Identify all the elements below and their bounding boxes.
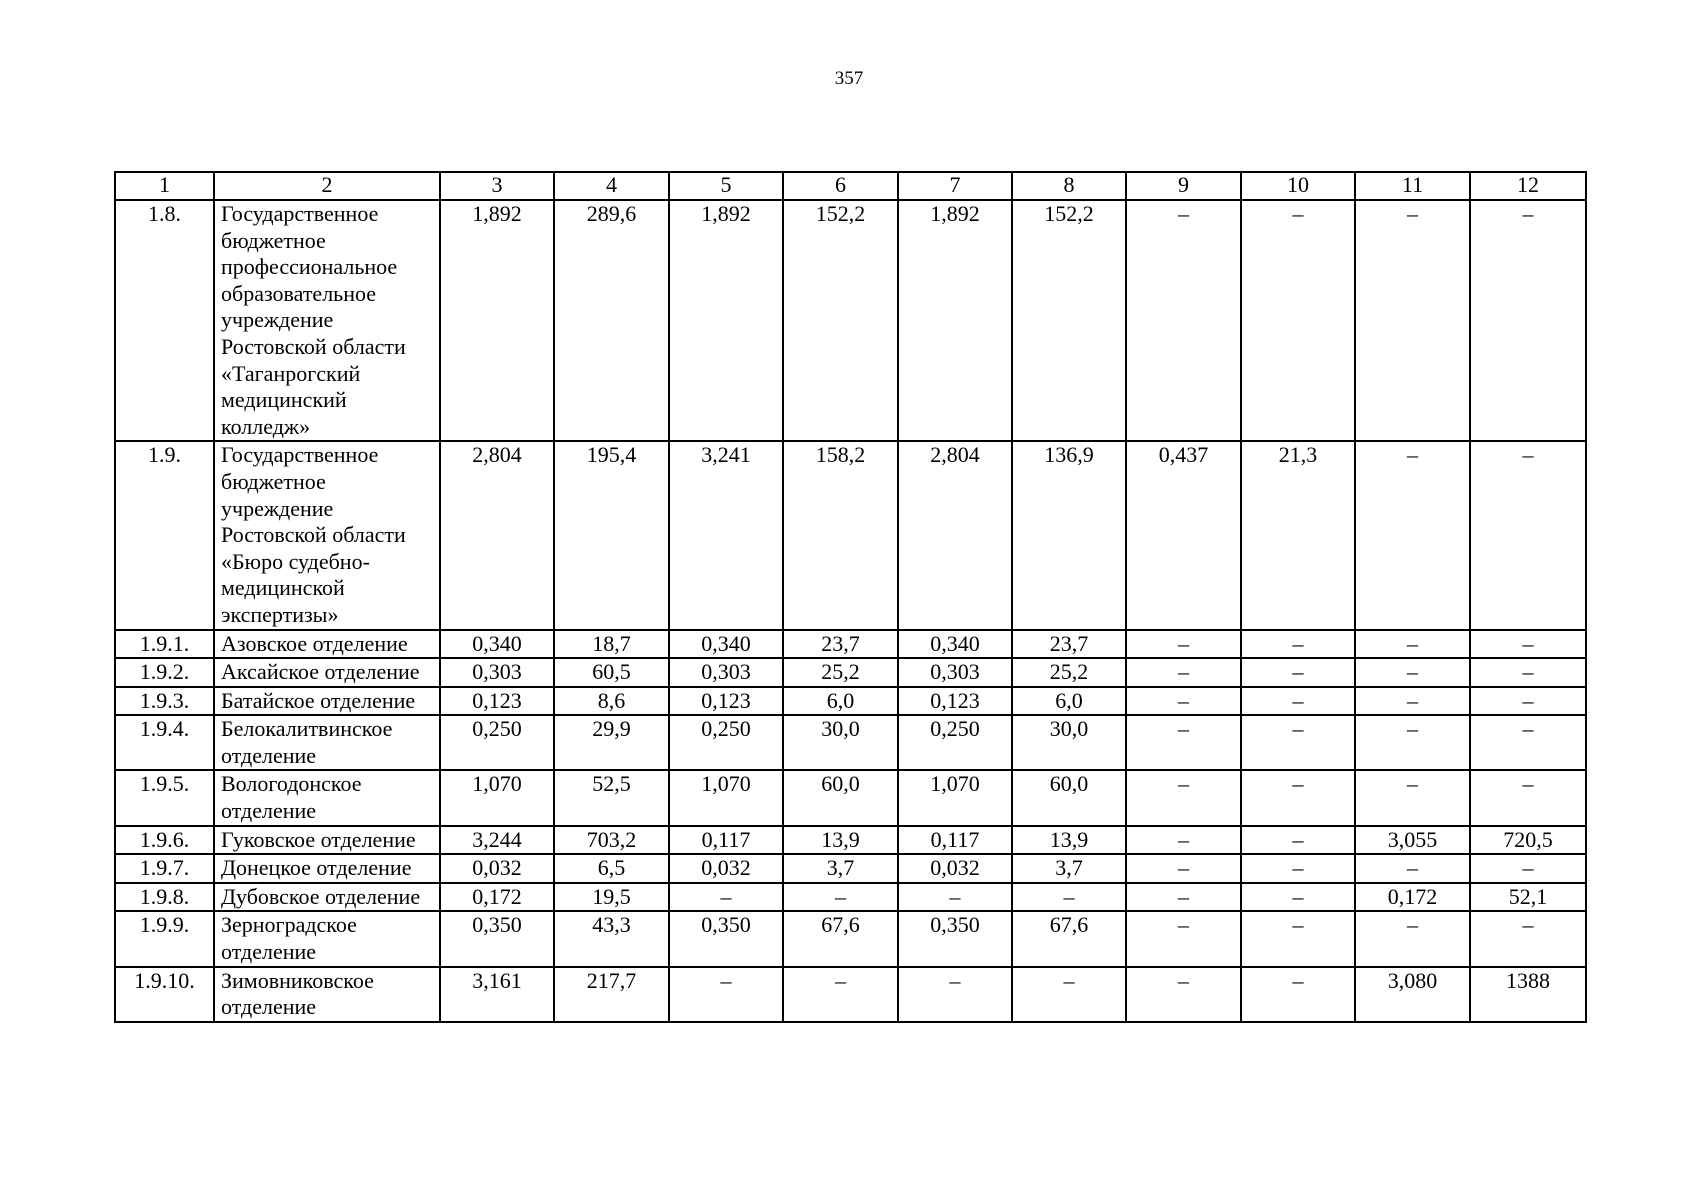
row-number-cell: 1.9.9. <box>115 911 214 966</box>
value-cell-col-11: – <box>1355 715 1470 770</box>
value-cell-col-3: 3,161 <box>440 967 554 1022</box>
table-row <box>115 630 1586 659</box>
value-cell-col-8: 30,0 <box>1012 715 1126 770</box>
institution-name-cell: Государственное бюджетное учреждение Ростовской области «Бюро судебно-медицинской экспертизы» <box>214 441 440 629</box>
table-row <box>115 441 1586 629</box>
value-cell-col-7: 1,070 <box>898 770 1012 825</box>
value-cell-col-3: 0,172 <box>440 883 554 912</box>
value-cell-col-8: 152,2 <box>1012 200 1126 441</box>
table-body <box>115 172 1586 1022</box>
value-cell-col-11: 3,055 <box>1355 826 1470 855</box>
value-cell-col-11: – <box>1355 630 1470 659</box>
value-cell-col-6: 158,2 <box>783 441 898 629</box>
institution-name-cell: Гуковское отделение <box>214 826 440 855</box>
institution-name-cell: Зерноградское отделение <box>214 911 440 966</box>
row-number-cell: 1.9.4. <box>115 715 214 770</box>
value-cell-col-12: – <box>1470 770 1586 825</box>
institution-name-cell: Вологодонское отделение <box>214 770 440 825</box>
value-cell-col-9: – <box>1126 967 1241 1022</box>
value-cell-col-8: – <box>1012 883 1126 912</box>
value-cell-col-6: 6,0 <box>783 687 898 716</box>
row-number-cell: 1.9.8. <box>115 883 214 912</box>
value-cell-col-4: 18,7 <box>554 630 669 659</box>
value-cell-col-4: 703,2 <box>554 826 669 855</box>
value-cell-col-4: 29,9 <box>554 715 669 770</box>
table-row <box>115 967 1586 1022</box>
value-cell-col-10: – <box>1241 854 1355 883</box>
value-cell-col-8: 23,7 <box>1012 630 1126 659</box>
institution-name-cell: Белокалитвинское отделение <box>214 715 440 770</box>
table-row <box>115 911 1586 966</box>
value-cell-col-9: – <box>1126 770 1241 825</box>
row-number-cell: 1.9.5. <box>115 770 214 825</box>
value-cell-col-10: – <box>1241 911 1355 966</box>
value-cell-col-9: – <box>1126 911 1241 966</box>
value-cell-col-5: 0,250 <box>669 715 783 770</box>
column-header: 9 <box>1126 172 1241 200</box>
value-cell-col-10: 21,3 <box>1241 441 1355 629</box>
value-cell-col-7: 0,250 <box>898 715 1012 770</box>
row-number-cell: 1.9.2. <box>115 658 214 687</box>
value-cell-col-4: 289,6 <box>554 200 669 441</box>
value-cell-col-11: 0,172 <box>1355 883 1470 912</box>
value-cell-col-10: – <box>1241 826 1355 855</box>
value-cell-col-5: 1,892 <box>669 200 783 441</box>
value-cell-col-10: – <box>1241 967 1355 1022</box>
value-cell-col-12: – <box>1470 687 1586 716</box>
row-number-cell: 1.8. <box>115 200 214 441</box>
value-cell-col-8: – <box>1012 967 1126 1022</box>
value-cell-col-7: 0,303 <box>898 658 1012 687</box>
value-cell-col-6: 152,2 <box>783 200 898 441</box>
value-cell-col-11: – <box>1355 441 1470 629</box>
column-header: 8 <box>1012 172 1126 200</box>
value-cell-col-8: 67,6 <box>1012 911 1126 966</box>
value-cell-col-8: 136,9 <box>1012 441 1126 629</box>
value-cell-col-3: 2,804 <box>440 441 554 629</box>
value-cell-col-11: – <box>1355 854 1470 883</box>
value-cell-col-5: 0,350 <box>669 911 783 966</box>
value-cell-col-3: 1,892 <box>440 200 554 441</box>
value-cell-col-7: – <box>898 883 1012 912</box>
value-cell-col-12: – <box>1470 658 1586 687</box>
column-header: 6 <box>783 172 898 200</box>
institution-name-cell: Батайское отделение <box>214 687 440 716</box>
value-cell-col-8: 25,2 <box>1012 658 1126 687</box>
value-cell-col-3: 0,032 <box>440 854 554 883</box>
value-cell-col-12: – <box>1470 630 1586 659</box>
value-cell-col-11: – <box>1355 911 1470 966</box>
value-cell-col-4: 195,4 <box>554 441 669 629</box>
row-number-cell: 1.9.1. <box>115 630 214 659</box>
data-table <box>114 171 1587 1023</box>
institution-name-cell: Азовское отделение <box>214 630 440 659</box>
value-cell-col-4: 60,5 <box>554 658 669 687</box>
column-header: 10 <box>1241 172 1355 200</box>
value-cell-col-9: – <box>1126 715 1241 770</box>
value-cell-col-6: 67,6 <box>783 911 898 966</box>
table-row <box>115 854 1586 883</box>
value-cell-col-3: 0,250 <box>440 715 554 770</box>
value-cell-col-7: 0,032 <box>898 854 1012 883</box>
value-cell-col-9: – <box>1126 883 1241 912</box>
column-header: 7 <box>898 172 1012 200</box>
table-row <box>115 687 1586 716</box>
value-cell-col-6: 23,7 <box>783 630 898 659</box>
value-cell-col-4: 6,5 <box>554 854 669 883</box>
value-cell-col-12: 52,1 <box>1470 883 1586 912</box>
value-cell-col-12: – <box>1470 441 1586 629</box>
value-cell-col-7: 0,340 <box>898 630 1012 659</box>
value-cell-col-7: 2,804 <box>898 441 1012 629</box>
value-cell-col-8: 3,7 <box>1012 854 1126 883</box>
value-cell-col-10: – <box>1241 770 1355 825</box>
value-cell-col-11: – <box>1355 687 1470 716</box>
row-number-cell: 1.9.3. <box>115 687 214 716</box>
value-cell-col-11: – <box>1355 658 1470 687</box>
value-cell-col-11: – <box>1355 770 1470 825</box>
value-cell-col-3: 0,123 <box>440 687 554 716</box>
row-number-cell: 1.9.6. <box>115 826 214 855</box>
value-cell-col-11: 3,080 <box>1355 967 1470 1022</box>
value-cell-col-9: – <box>1126 630 1241 659</box>
value-cell-col-8: 60,0 <box>1012 770 1126 825</box>
column-header: 3 <box>440 172 554 200</box>
institution-name-cell: Аксайское отделение <box>214 658 440 687</box>
value-cell-col-5: 0,303 <box>669 658 783 687</box>
row-number-cell: 1.9. <box>115 441 214 629</box>
value-cell-col-3: 0,340 <box>440 630 554 659</box>
row-number-cell: 1.9.7. <box>115 854 214 883</box>
value-cell-col-12: – <box>1470 911 1586 966</box>
value-cell-col-5: 0,032 <box>669 854 783 883</box>
value-cell-col-12: – <box>1470 200 1586 441</box>
institution-name-cell: Донецкое отделение <box>214 854 440 883</box>
column-header: 11 <box>1355 172 1470 200</box>
column-header: 4 <box>554 172 669 200</box>
value-cell-col-11: – <box>1355 200 1470 441</box>
table-row <box>115 826 1586 855</box>
value-cell-col-8: 13,9 <box>1012 826 1126 855</box>
value-cell-col-4: 43,3 <box>554 911 669 966</box>
value-cell-col-10: – <box>1241 630 1355 659</box>
value-cell-col-7: 0,117 <box>898 826 1012 855</box>
value-cell-col-7: – <box>898 967 1012 1022</box>
value-cell-col-12: – <box>1470 715 1586 770</box>
table-row <box>115 883 1586 912</box>
value-cell-col-12: 720,5 <box>1470 826 1586 855</box>
value-cell-col-9: – <box>1126 687 1241 716</box>
value-cell-col-6: 30,0 <box>783 715 898 770</box>
value-cell-col-4: 217,7 <box>554 967 669 1022</box>
value-cell-col-9: – <box>1126 854 1241 883</box>
value-cell-col-3: 1,070 <box>440 770 554 825</box>
value-cell-col-10: – <box>1241 715 1355 770</box>
value-cell-col-6: 60,0 <box>783 770 898 825</box>
value-cell-col-6: – <box>783 967 898 1022</box>
value-cell-col-12: – <box>1470 854 1586 883</box>
value-cell-col-6: 3,7 <box>783 854 898 883</box>
value-cell-col-5: – <box>669 883 783 912</box>
value-cell-col-5: 0,340 <box>669 630 783 659</box>
institution-name-cell: Зимовниковское отделение <box>214 967 440 1022</box>
column-header: 5 <box>669 172 783 200</box>
value-cell-col-3: 0,350 <box>440 911 554 966</box>
value-cell-col-6: – <box>783 883 898 912</box>
value-cell-col-10: – <box>1241 883 1355 912</box>
value-cell-col-5: 3,241 <box>669 441 783 629</box>
value-cell-col-10: – <box>1241 687 1355 716</box>
value-cell-col-4: 8,6 <box>554 687 669 716</box>
table-row <box>115 770 1586 825</box>
value-cell-col-6: 13,9 <box>783 826 898 855</box>
page-number: 357 <box>834 68 864 89</box>
row-number-cell: 1.9.10. <box>115 967 214 1022</box>
value-cell-col-3: 0,303 <box>440 658 554 687</box>
value-cell-col-3: 3,244 <box>440 826 554 855</box>
column-number-header-row <box>115 172 1586 200</box>
value-cell-col-9: 0,437 <box>1126 441 1241 629</box>
value-cell-col-5: 1,070 <box>669 770 783 825</box>
table-row <box>115 715 1586 770</box>
table-row <box>115 658 1586 687</box>
value-cell-col-8: 6,0 <box>1012 687 1126 716</box>
institution-name-cell: Дубовское отделение <box>214 883 440 912</box>
table-row <box>115 200 1586 441</box>
column-header: 2 <box>214 172 440 200</box>
value-cell-col-4: 52,5 <box>554 770 669 825</box>
column-header: 1 <box>115 172 214 200</box>
value-cell-col-5: 0,117 <box>669 826 783 855</box>
value-cell-col-7: 1,892 <box>898 200 1012 441</box>
value-cell-col-7: 0,350 <box>898 911 1012 966</box>
column-header: 12 <box>1470 172 1586 200</box>
value-cell-col-7: 0,123 <box>898 687 1012 716</box>
institution-name-cell: Государственное бюджетное профессиональное образовательное учреждение Ростовской области «Таганрогский медицинский колледж» <box>214 200 440 441</box>
value-cell-col-4: 19,5 <box>554 883 669 912</box>
value-cell-col-9: – <box>1126 826 1241 855</box>
value-cell-col-12: 1388 <box>1470 967 1586 1022</box>
value-cell-col-10: – <box>1241 658 1355 687</box>
value-cell-col-5: 0,123 <box>669 687 783 716</box>
value-cell-col-5: – <box>669 967 783 1022</box>
value-cell-col-10: – <box>1241 200 1355 441</box>
value-cell-col-9: – <box>1126 658 1241 687</box>
value-cell-col-9: – <box>1126 200 1241 441</box>
value-cell-col-6: 25,2 <box>783 658 898 687</box>
